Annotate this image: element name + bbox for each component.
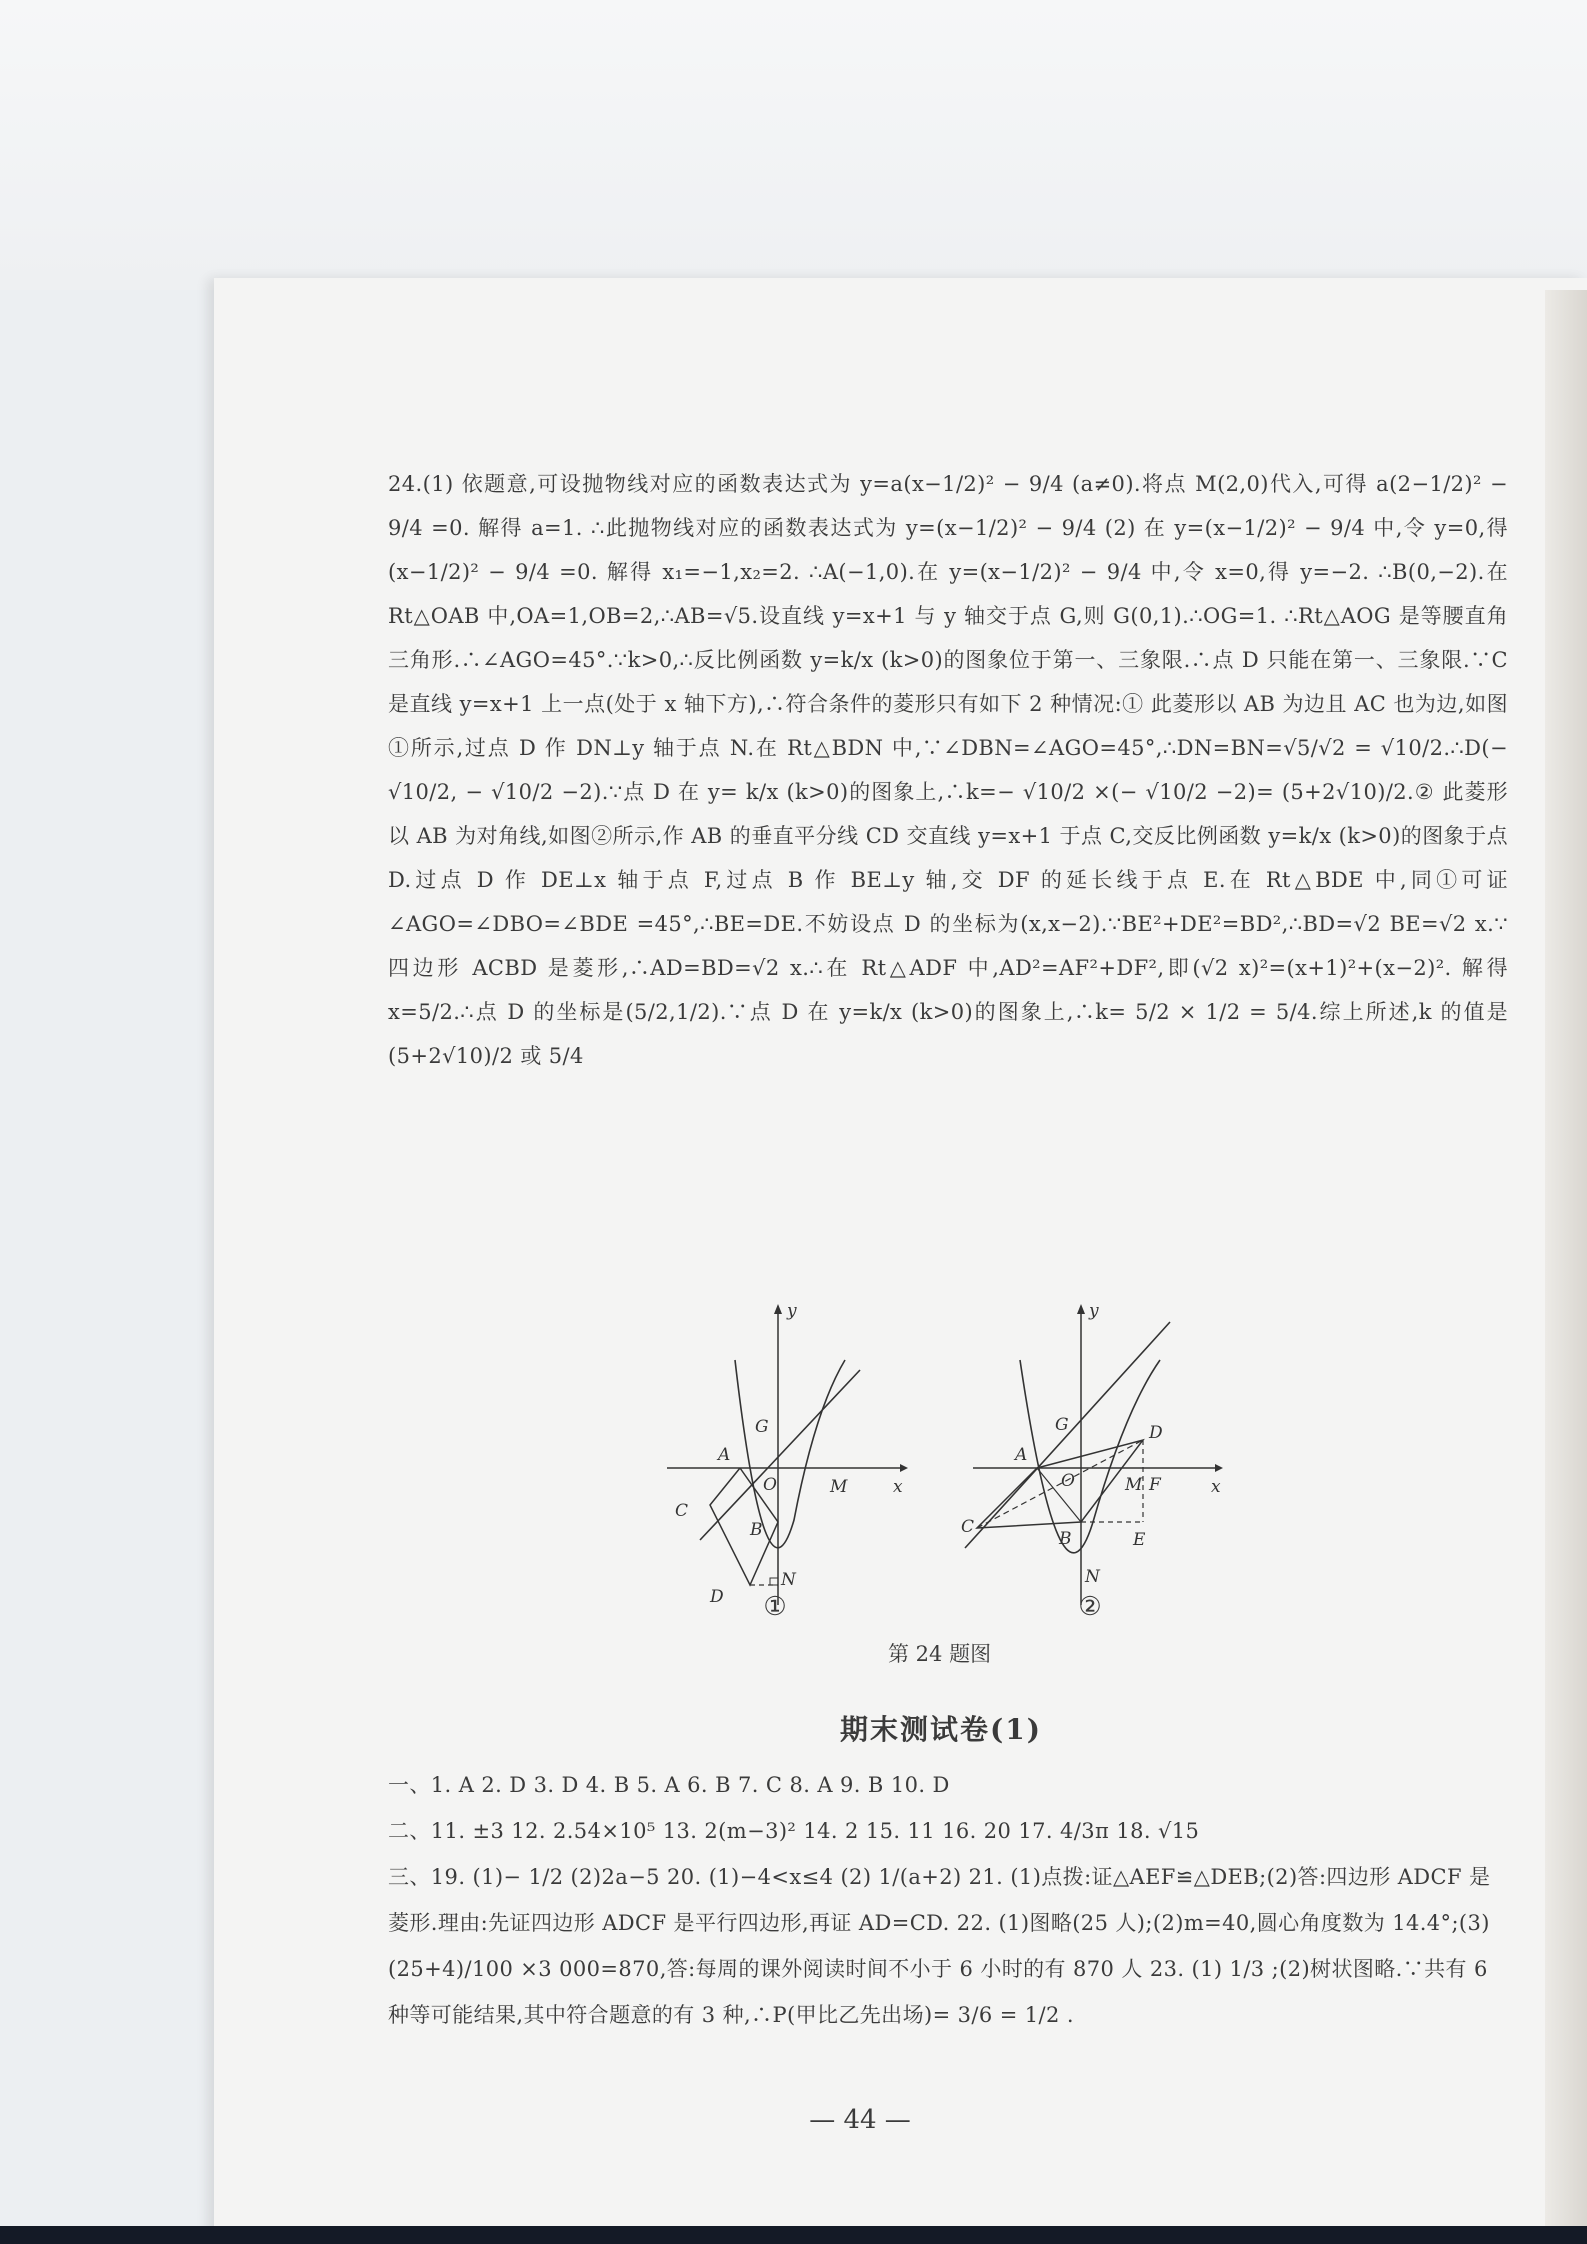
label-F: F: [1149, 1475, 1161, 1495]
solution-24: [388, 462, 1508, 1078]
answers-section-1: 一、1. A 2. D 3. D 4. B 5. A 6. B 7. C 8. A 9. B 10. D: [388, 1773, 950, 1797]
label-y: y: [1089, 1301, 1099, 1321]
right-angle-mark: [770, 1578, 778, 1585]
label-B: B: [1059, 1529, 1072, 1549]
exam-title: 期末测试卷(1): [840, 1713, 1042, 1746]
solution-24-text: 24.(1) 依题意,可设抛物线对应的函数表达式为 y=a(x−1/2)² − 9/4 (a≠0).将点 M(2,0)代入,可得 a(2−1/2)² − 9/4 =0. 解得 a=1. ∴此抛物线对应的函数表达式为 y=(x−1/2)² − 9/4 (2) 在 y=(x−1/2)² − 9/4 中,令 y=0,得(x−1/2)² − 9/4 =0. 解得 x₁=−1,x₂=2. ∴A(−1,0).在 y=(x−1/2)² − 9/4 中,令 x=0,得 y=−2. ∴B(0,−2).在 Rt△OAB 中,OA=1,OB=2,∴AB=√5.设直线 y=x+1 与 y 轴交于点 G,则 G(0,1).∴OG=1. ∴Rt△AOG 是等腰直角三角形.∴∠AGO=45°.∵k>0,∴反比例函数 y=k/x (k>0)的图象位于第一、三象限.∴点 D 只能在第一、三象限.∵C 是直线 y=x+1 上一点(处于 x 轴下方),∴符合条件的菱形只有如下 2 种情况:① 此菱形以 AB 为边且 AC 也为边,如图①所示,过点 D 作 DN⊥y 轴于点 N.在 Rt△BDN 中,∵∠DBN=∠AGO=45°,∴DN=BN=√5/√2 = √10/2.∴D(− √10/2, − √10/2 −2).∵点 D 在 y= k/x (k>0)的图象上,∴k=− √10/2 ×(− √10/2 −2)= (5+2√10)/2.② 此菱形以 AB 为对角线,如图②所示,作 AB 的垂直平分线 CD 交直线 y=x+1 于点 C,交反比例函数 y=k/x (k>0)的图象于点 D.过点 D 作 DE⊥x 轴于点 F,过点 B 作 BE⊥y 轴,交 DF 的延长线于点 E.在 Rt△BDE 中,同①可证∠AGO=∠DBO=∠BDE =45°,∴BE=DE.不妨设点 D 的坐标为(x,x−2).∵BE²+DE²=BD²,∴BD=√2 BE=√2 x.∵四边形 ACBD 是菱形,∴AD=BD=√2 x.∴在 Rt△ADF 中,AD²=AF²+DF²,即(√2 x)²=(x+1)²+(x−2)². 解得 x=5/2.∴点 D 的坐标是(5/2,1/2).∵点 D 在 y=k/x (k>0)的图象上,∴k= 5/2 × 1/2 = 5/4.综上所述,k 的值是 (5+2√10)/2 或 5/4: [388, 472, 1508, 1068]
label-B: B: [750, 1520, 763, 1540]
y-axis-arrow: [774, 1304, 782, 1314]
label-O: O: [1061, 1471, 1075, 1491]
label-C: C: [675, 1501, 689, 1521]
label-x: x: [1211, 1477, 1221, 1497]
x-axis-arrow: [900, 1464, 908, 1472]
figure-24: [655, 1300, 1245, 1680]
label-y: y: [787, 1301, 797, 1321]
page-number: — 44 —: [809, 2105, 911, 2135]
label-N: N: [781, 1570, 796, 1590]
figure-1-number: ①: [763, 1592, 787, 1622]
label-M: M: [1125, 1475, 1143, 1495]
figure-2-graph: [961, 1300, 1245, 1630]
figure-caption: 第 24 题图: [888, 1642, 992, 1666]
label-O: O: [763, 1475, 777, 1495]
label-C: C: [961, 1517, 975, 1537]
line-y-x-plus-1: [965, 1322, 1170, 1548]
page-edge: [1545, 290, 1587, 2244]
figure-1: [655, 1300, 915, 1630]
label-D: D: [1149, 1423, 1163, 1443]
label-G: G: [755, 1417, 769, 1437]
label-G: G: [1055, 1415, 1069, 1435]
diagonal-cd: [977, 1440, 1143, 1528]
answer-key: [388, 1762, 1508, 2038]
figure-1-graph: [655, 1300, 915, 1630]
label-A: A: [1015, 1445, 1028, 1465]
figure-2-number: ②: [1078, 1592, 1102, 1622]
x-axis-arrow: [1215, 1464, 1223, 1472]
figure-2: [961, 1300, 1245, 1630]
label-M: M: [830, 1477, 848, 1497]
label-D: D: [710, 1587, 724, 1607]
label-A: A: [718, 1445, 731, 1465]
answers-section-2: 二、11. ±3 12. 2.54×10⁵ 13. 2(m−3)² 14. 2 15. 11 16. 20 17. 4/3π 18. √15: [388, 1819, 1200, 1843]
scanner-edge: [0, 2226, 1587, 2244]
label-x: x: [893, 1477, 903, 1497]
label-E: E: [1133, 1530, 1146, 1550]
y-axis-arrow: [1077, 1304, 1085, 1314]
scan-background: [0, 0, 1587, 290]
label-N: N: [1085, 1567, 1100, 1587]
answers-section-3: 三、19. (1)− 1/2 (2)2a−5 20. (1)−4<x≤4 (2) 1/(a+2) 21. (1)点拨:证△AEF≌△DEB;(2)答:四边形 ADCF 是菱形.理由:先证四边形 ADCF 是平行四边形,再证 AD=CD. 22. (1)图略(25 人);(2)m=40,圆心角度数为 14.4°;(3) (25+4)/100 ×3 000=870,答:每周的课外阅读时间不小于 6 小时的有 870 人 23. (1) 1/3 ;(2)树状图略.∵共有 6 种等可能结果,其中符合题意的有 3 种,∴P(甲比乙先出场)= 3/6 = 1/2 .: [388, 1865, 1491, 2027]
